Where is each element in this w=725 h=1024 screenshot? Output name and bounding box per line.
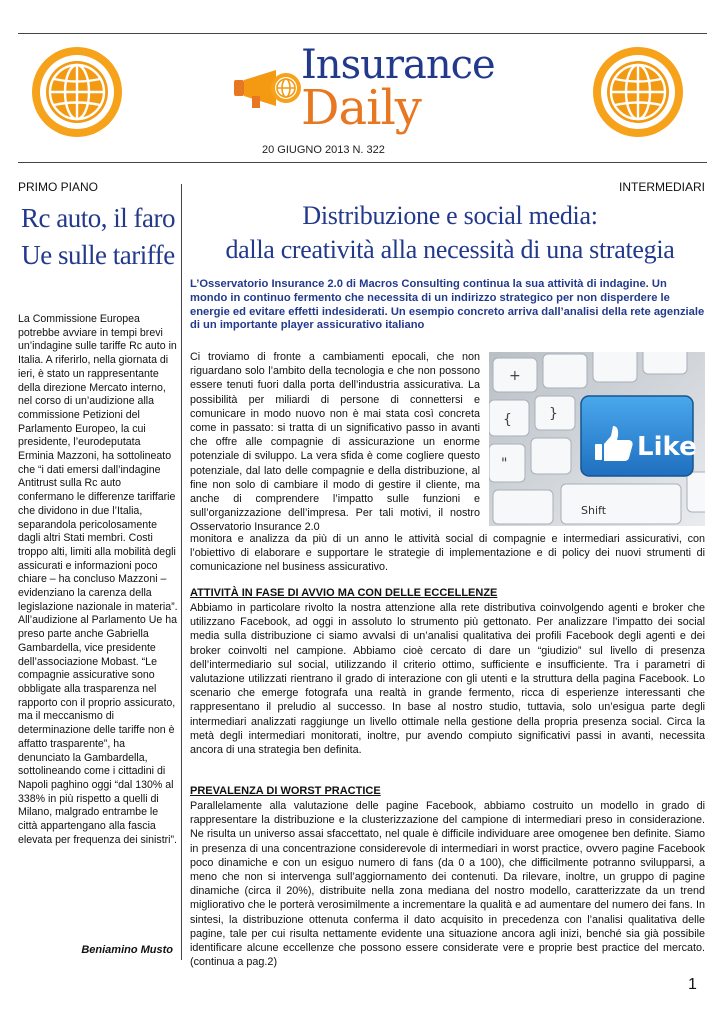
- section-label-left: PRIMO PIANO: [18, 180, 99, 194]
- keyboard-like-photo: [489, 352, 705, 526]
- svg-text:+: +: [509, 368, 521, 384]
- brand-name-line2: Daily: [301, 80, 421, 136]
- paragraph-1: Abbiamo in particolare rivolto la nostra attenzione alla rete distributiva coinvolgendo agenti e broker che utilizzano Facebook, ad oggi in assoluto lo strumento più gettonato. Per analizzare l’impatto dei social media sulla distribuzione ci siamo avvalsi di un’analisi qualitativa dei profili Facebook degli agenti e dei broker coinvolti nel campione. Abbiamo cioè cercato di dare un “giudizio” sul livello di presenza dell’intermediario sul social, utilizzando il criterio ottimo, sufficiente e insufficiente. Tra i parametri di valutazione utilizzati rientrano il grado di interazione con gli utenti e la struttura della pagina Facebook. Lo scenario che emerge fotografa una realtà in grande fermento, ricca di esperienze interessanti che rappresentano il preludio al successo. In base al nostro studio, tuttavia, solo un’esigua parte degli intermediari analizzati raggiunge un livello ottimale nella gestione della propria presenza social. Circa la metà degli intermediari monitorati, inoltre, pur avendo compiuto significativi passi in avanti, necessita ancora di una strategia ben definita.: [190, 602, 705, 757]
- like-key-label: Like: [637, 432, 697, 462]
- shift-key-label: Shift: [581, 504, 607, 517]
- page-number: 1: [688, 976, 697, 993]
- main-article-intro: Ci troviamo di fronte a cambiamenti epocali, che non riguardano solo l’ambito della tecnologia e che non possono essere tenuti fuori dalla porta dell’industria assicurativa. La possibilità per miliardi di persone di connettersi e comunicare in modo nuovo non è mai stata così concreta come in passato: si tratta di un significativo passo in avanti che offre alle compagnie di assicurazione un enorme potenziale di sviluppo. La vera sfida è come cogliere questo potenziale, dal lato delle compagnie e della distribuzione, al fine non solo di cambiare il modo di gestire il cliente, ma anche di comprendere l’impatto sulle funzioni e sull’organizzazione dell’impresa. Per tali motivi, il nostro Osservatorio Insurance 2.0: [190, 351, 480, 534]
- svg-text:": ": [501, 456, 508, 472]
- svg-text:}: }: [549, 406, 558, 422]
- left-article-title: Rc auto, il faro Ue sulle tariffe: [21, 203, 175, 270]
- subheading-2: PREVALENZA DI WORST PRACTICE: [190, 785, 381, 797]
- globe-logo-icon: [31, 46, 123, 138]
- paragraph-2: Parallelamente alla valutazione delle pagine Facebook, abbiamo costruito un modello in grado di rappresentare la distribuzione e la clusterizzazione del campione di intermediari preso in considerazione. Ne risulta un universo assai sfaccettato, nel quale è difficile individuare aree omogenee ben definite. Siamo in presenza di una concentrazione considerevole di intermediari in worst practice, ovvero pagine Facebook poco dinamiche e con un esiguo numero di fans (da 0 a 100), che difficilmente potranno svilupparsi, a meno che non si intervenga sull’aggiornamento dei contenuti. Da rilevare, inoltre, un gruppo di pagine dinamiche (circa il 20%), distribuite nella zona mediana del nostro modello, caratterizzate da un trend migliorativo che le porterà verosimilmente a incrementare la qualità e ad aumentare del numero dei fans. In sintesi, la distribuzione ottenuta conferma il dato acquisito in precedenza con l’analisi qualitativa delle pagine, tale per cui risulta nettamente evidente una situazione ancora agli inizi, benché sia già possibile identificare alcune eccellenze che possono essere considerate vere e proprie best practice del mercato. (continua a pag.2): [190, 800, 705, 969]
- svg-text:{: {: [503, 412, 512, 428]
- top-rule: [18, 33, 707, 34]
- masthead-logo: [232, 40, 502, 140]
- header-rule: [18, 162, 707, 163]
- section-label-right: INTERMEDIARI: [618, 180, 705, 194]
- main-article-title: [190, 199, 710, 267]
- megaphone-icon: [232, 66, 304, 110]
- main-title-line2: dalla creatività alla necessità di una strategia: [225, 235, 675, 264]
- main-article-lead: L’Osservatorio Insurance 2.0 di Macros Consulting continua la sua attività di indagine. Un mondo in continuo fermento che necessita di un indirizzo strategico per non disperdere le energie ed evitare effetti indesiderati. Un esempio concreto arriva dall’analisi della rete agenziale di un importante player assicurativo italiano: [190, 278, 705, 332]
- column-divider: [181, 184, 182, 960]
- subheading-1: ATTIVITÀ IN FASE DI AVVIO MA CON DELLE ECCELLENZE: [190, 587, 498, 599]
- main-title-line1: Distribuzione e social media:: [302, 201, 598, 230]
- brand-name-line1: Insurance: [301, 42, 495, 88]
- globe-logo-icon: [592, 46, 684, 138]
- issue-date: 20 GIUGNO 2013 N. 322: [262, 144, 385, 156]
- left-article-author: Beniamino Musto: [81, 944, 173, 956]
- left-article-body: La Commissione Europea potrebbe avviare in tempi brevi un’indagine sulle tariffe Rc auto in Italia. A riferirlo, nella giornata di ieri, è stato un rappresentante della direzione Mercato interno, nel corso di un’audizione alla commissione Petizioni del Parlamento Europeo, la cui presidente, l’eurodeputata Erminia Mazzoni, ha sottolineato che “i dati emersi dall’indagine Antitrust sulla Rc auto confermano le differenze tariffarie che dividono in due l’Italia, separandola pericolosamente dagli altri Stati membri. Costi troppo alti, limiti alla mobilità degli assicurati e informazioni poco chiare – ha concluso Mazzoni – evidenziano la carenza della legislazione nazionale in materia”. All’audizione al Parlamento Ue ha preso parte anche Gabriella Gambardella, vice presidente dell’associazione Mobast. “Le compagnie assicurative sono obbligate alla trasparenza nel rapporto con il proprio assicurato, ma il meccanismo di determinazione delle tariffe non è affatto trasparente”, ha denunciato la Gambardella, sottolineando come i cittadini di Napoli paghino oggi “dal 130% al 338% in più rispetto a quelli di Milano, malgrado entrambe le città appartengano alla fascia elevata per frequenza dei sinistri”.: [18, 313, 178, 846]
- main-article-intro-cont: monitora e analizza da più di un anno le attività social di compagnie e intermediari assicurativi, con l’obiettivo di elaborare e supportare le strategie di implementazione e di policy dei nuovi strumenti di comunicazione nel business assicurativo.: [190, 533, 705, 574]
